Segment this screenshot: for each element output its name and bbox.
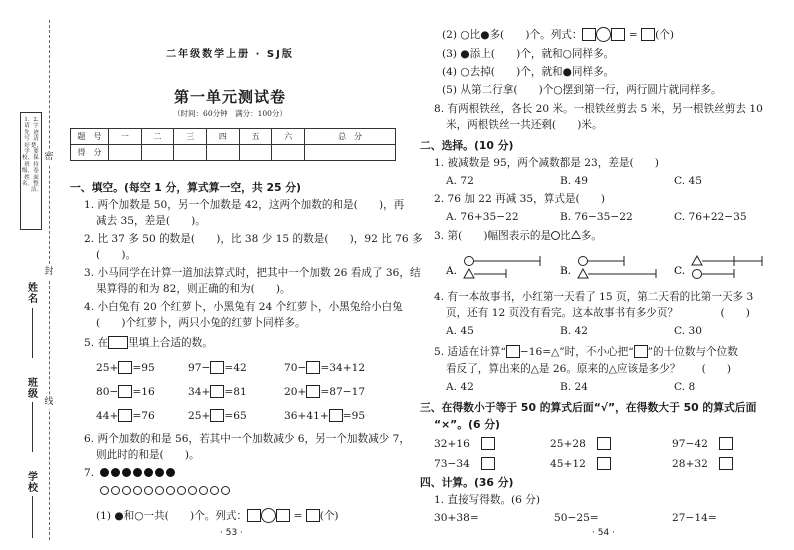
- choice-1-option-a[interactable]: A. 72: [446, 175, 474, 187]
- choice-3-text: 比: [560, 230, 571, 242]
- choice-4-option-a[interactable]: A. 45: [446, 325, 474, 337]
- score-cell[interactable]: [109, 145, 142, 161]
- operator-circle[interactable]: [261, 508, 276, 523]
- judge-expr: 45+12: [550, 458, 586, 470]
- q7-2: (2) ○比●多( )个。列式： = (个): [442, 29, 674, 41]
- q8-line-1: 8. 有两根铁丝，各长 20 米。一根铁丝剪去 5 米，另一根铁丝剪去 10: [434, 103, 763, 115]
- answer-box[interactable]: [582, 28, 596, 41]
- choice-5-text: −16=△”时，不小心把“: [519, 346, 634, 358]
- answer-box[interactable]: [118, 385, 132, 398]
- q5-row-1: [96, 361, 155, 375]
- q1-line-1: 1. 两个加数是 50，另一个加数是 42，这两个加数的和是( )，再: [84, 199, 405, 211]
- score-cell[interactable]: [239, 145, 272, 161]
- calc-item-3[interactable]: 27−14=: [672, 512, 717, 524]
- q6-line-1: 6. 两个加数的和是 56，若其中一个加数减少 6，另一个加数减少 7，: [84, 433, 410, 445]
- q5-expr: 25+: [188, 410, 211, 422]
- filled-dot: [133, 468, 142, 477]
- answer-box[interactable]: [306, 361, 320, 374]
- score-cell[interactable]: [272, 145, 305, 161]
- school-label: 学校: [28, 472, 38, 494]
- judge-item: [434, 437, 495, 451]
- judge-expr: 73−34: [434, 458, 470, 470]
- choice-2-option-c[interactable]: C. 76+22−35: [674, 211, 747, 223]
- section-1-heading: 一、填空。(每空 1 分，算式算一空，共 25 分): [70, 181, 301, 194]
- page-number: · 53 ·: [220, 528, 243, 538]
- filled-dots-row: [100, 468, 177, 481]
- choice-5-line-1: [434, 345, 738, 359]
- hollow-dot: [144, 486, 153, 495]
- q5-expr: =34+12: [320, 362, 366, 374]
- judge-box[interactable]: [597, 437, 611, 450]
- q5-row-3: [96, 409, 155, 423]
- q2-line-2: ( )。: [96, 249, 137, 261]
- choice-3-text: 多。: [580, 230, 602, 242]
- page-number: · 54 ·: [592, 528, 615, 538]
- answer-box[interactable]: [306, 385, 320, 398]
- score-header-cell: 总 分: [305, 129, 396, 145]
- q5-row-2c: [284, 385, 365, 399]
- figure-c[interactable]: [674, 256, 762, 279]
- score-header-cell: 四: [207, 129, 240, 145]
- score-header-cell: 一: [109, 129, 142, 145]
- option-c-label: C.: [674, 265, 686, 277]
- q5-expr: 80−: [96, 386, 119, 398]
- operator-circle[interactable]: [596, 27, 611, 42]
- q6-line-2: 则此时的和是( )。: [96, 449, 200, 461]
- hollow-dot: [111, 486, 120, 495]
- section-3-heading-line-1: 三、在得数小于等于 50 的算式后面“√”，在得数大于 50 的算式后面: [420, 401, 757, 414]
- hollow-dot: [166, 486, 175, 495]
- q5-expr: 70−: [284, 362, 307, 374]
- judge-box[interactable]: [719, 457, 733, 470]
- unit-text: (个): [319, 510, 339, 522]
- triangle-shape-icon: [578, 269, 588, 278]
- answer-box[interactable]: [329, 409, 343, 422]
- choice-5-text: ”的十位数与个位数: [647, 346, 738, 358]
- choice-5-option-c[interactable]: C. 8: [674, 381, 696, 393]
- notice-line-1: 1.请先写好学校、班级、姓名。: [22, 117, 34, 188]
- q5-row-3b: [188, 409, 247, 423]
- score-table: [70, 128, 396, 161]
- blank-box: [634, 345, 648, 358]
- score-cell[interactable]: [141, 145, 174, 161]
- answer-box[interactable]: [118, 409, 132, 422]
- option-b-label: B.: [560, 265, 572, 277]
- section-4-part-1: 1. 直接写得数。(6 分): [434, 494, 541, 506]
- blank-box: [506, 345, 520, 358]
- q5-expr: 36+41+: [284, 410, 329, 422]
- score-cell[interactable]: [305, 145, 396, 161]
- page-title: 第一单元测试卷: [173, 88, 286, 106]
- judge-item: [672, 457, 733, 471]
- judge-item: [550, 457, 611, 471]
- seal-line: [49, 20, 50, 540]
- choice-5-option-a[interactable]: A. 42: [446, 381, 474, 393]
- hollow-dot: [155, 486, 164, 495]
- q5-expr: 44+: [96, 410, 119, 422]
- triangle-shape-icon: [464, 269, 474, 278]
- page-53: [62, 0, 423, 550]
- score-header-cell: 三: [174, 129, 207, 145]
- answer-box[interactable]: [210, 385, 224, 398]
- choice-3: [434, 230, 602, 243]
- score-table-score-row: [71, 145, 396, 161]
- judge-box[interactable]: [719, 437, 733, 450]
- q5-expr: =42: [224, 362, 247, 374]
- q5-row-3c: [284, 409, 365, 423]
- hollow-dot: [221, 486, 230, 495]
- q4-line-2: ( )个红萝卜，两只小兔的红萝卜同样多。: [96, 317, 306, 329]
- score-header-cell: 五: [239, 129, 272, 145]
- q4-line-1: 4. 小白兔有 20 个红萝卜，小黑兔有 24 个红萝卜，小黑兔给小白兔: [84, 301, 403, 313]
- q5-expr: 97−: [188, 362, 211, 374]
- q7-5: (5) 从第二行拿( )个○摆到第一行，两行圆片就同样多。: [442, 84, 722, 96]
- q2-line-1: 2. 比 37 多 50 的数是( )，比 38 少 15 的数是( )，92 比 76 多: [84, 233, 423, 245]
- choice-2: 2. 76 加 22 再减 35，算式是( ): [434, 193, 605, 205]
- judge-item: [550, 437, 611, 451]
- hollow-dot: [133, 486, 142, 495]
- hollow-dot: [199, 486, 208, 495]
- triangle-shape-icon: [571, 230, 581, 239]
- q5-expr: =76: [132, 410, 155, 422]
- judge-expr: 25+28: [550, 438, 586, 450]
- filled-dot: [166, 468, 175, 477]
- score-header-cell: 二: [141, 129, 174, 145]
- seal-char-2: 封: [44, 267, 54, 277]
- section-2-heading: 二、选择。(10 分): [420, 139, 514, 152]
- filled-dot: [111, 468, 120, 477]
- filled-dot: [144, 468, 153, 477]
- section-4-heading: 四、计算。(36 分): [420, 476, 514, 489]
- q5-expr: 25+: [96, 362, 119, 374]
- hollow-dot: [188, 486, 197, 495]
- q5-suffix: 里填上合适的数。: [128, 337, 213, 349]
- answer-box[interactable]: [210, 409, 224, 422]
- time-score-note: （时间：60分钟 满分：100分）: [173, 109, 287, 118]
- judge-expr: 32+16: [434, 438, 470, 450]
- judge-item: [434, 457, 495, 471]
- name-label: 姓名: [28, 283, 38, 305]
- choice-2-option-a[interactable]: A. 76+35−22: [446, 211, 519, 223]
- seal-char-1: 密: [44, 152, 54, 162]
- q5-expr: 34+: [188, 386, 211, 398]
- judge-expr: 97−42: [672, 438, 708, 450]
- circle-shape-icon: [579, 257, 588, 266]
- calc-item-2[interactable]: 50−25=: [554, 512, 599, 524]
- hollow-dot: [122, 486, 131, 495]
- hollow-dot: [177, 486, 186, 495]
- q5-expr: =95: [132, 362, 155, 374]
- figure-b[interactable]: [560, 256, 656, 278]
- school-blank[interactable]: [32, 496, 33, 538]
- q7-3: (3) ●添上( )个，就和○同样多。: [442, 48, 615, 60]
- q3-line-2: 果算得的和为 82，则正确的和为( )。: [96, 283, 291, 295]
- score-cell[interactable]: [207, 145, 240, 161]
- choice-1: 1. 被减数是 95，两个减数都是 23，差是( ): [434, 157, 659, 169]
- judge-box[interactable]: [481, 437, 495, 450]
- judge-box[interactable]: [481, 457, 495, 470]
- section-3-heading-line-2: “×”。(6 分): [434, 418, 500, 431]
- q5-row-2b: [188, 385, 247, 399]
- choice-1-option-c[interactable]: C. 45: [674, 175, 702, 187]
- option-a-label: A.: [446, 265, 458, 277]
- choice-5-option-b[interactable]: B. 24: [560, 381, 588, 393]
- q5-expr: =87−17: [320, 386, 366, 398]
- judge-item: [672, 437, 733, 451]
- q7-4: (4) ○去掉( )个，就和●同样多。: [442, 66, 615, 78]
- answer-box[interactable]: [611, 28, 625, 41]
- answer-box[interactable]: [247, 509, 261, 522]
- q5-heading: [84, 336, 213, 350]
- circle-shape-icon: [551, 231, 560, 240]
- q5-expr: =95: [342, 410, 366, 422]
- choice-4-option-c[interactable]: C. 30: [674, 325, 702, 337]
- choice-5-line-2: 看反了，算出来的△是 26。原来的△应该是多少？ ( ): [446, 363, 732, 375]
- calc-item-1[interactable]: 30+38=: [434, 512, 479, 524]
- q7-1: (1) ●和○一共( )个。列式： = (个): [96, 510, 339, 522]
- answer-box[interactable]: [118, 361, 132, 374]
- q1-line-2: 减去 35，差是( )。: [96, 215, 206, 227]
- q5-row-2: [96, 385, 155, 399]
- answer-box[interactable]: [306, 509, 320, 522]
- circle-shape-icon: [693, 270, 702, 279]
- choice-4-line-2: 页，还有 12 页没有看完。这本故事书有多少页？ ( ): [446, 307, 750, 319]
- score-header-cell: 题 号: [71, 129, 109, 145]
- seal-char-3: 线: [44, 397, 54, 407]
- page-54: [420, 0, 794, 550]
- choice-5-text: 5. 适适在计算“: [434, 346, 506, 358]
- answer-box[interactable]: [641, 28, 655, 41]
- choice-2-option-b[interactable]: B. 76−35−22: [560, 211, 633, 223]
- q5-expr: =65: [224, 410, 247, 422]
- triangle-shape-icon: [692, 256, 702, 265]
- notice-box: [20, 112, 42, 230]
- q5-expr: =16: [132, 386, 155, 398]
- score-table-header-row: [71, 129, 396, 145]
- q7-label: 7.: [84, 467, 95, 479]
- class-label: 班级: [28, 378, 38, 400]
- q7-2-text: (2) ○比●多( )个。列式：: [442, 29, 583, 41]
- answer-box[interactable]: [108, 336, 128, 349]
- answer-box[interactable]: [210, 361, 224, 374]
- circle-shape-icon: [465, 257, 474, 266]
- notice-line-2: 2.字迹清楚，要保持卷面整洁。: [31, 117, 43, 194]
- q5-row-1b: [188, 361, 247, 375]
- q5-row-1c: [284, 361, 365, 375]
- score-row-label: 得 分: [71, 145, 109, 161]
- answer-box[interactable]: [276, 509, 290, 522]
- binding-strip: [0, 0, 60, 550]
- score-header-cell: 六: [272, 129, 305, 145]
- choice-4-line-1: 4. 有一本故事书，小红第一天看了 15 页，第二天看的比第一天多 3: [434, 291, 754, 303]
- judge-expr: 28+32: [672, 458, 708, 470]
- judge-box[interactable]: [597, 457, 611, 470]
- q5-expr: 20+: [284, 386, 307, 398]
- hollow-dot: [100, 486, 109, 495]
- filled-dot: [122, 468, 131, 477]
- unit-text: (个): [655, 29, 674, 41]
- choice-3-text: 3. 第( )幅图表示的是: [434, 230, 552, 242]
- name-blank[interactable]: [32, 308, 33, 358]
- q8-line-2: 米，两根铁丝一共还剩( )米。: [446, 119, 603, 131]
- figure-a[interactable]: [445, 256, 540, 278]
- q5-expr: =81: [224, 386, 247, 398]
- choice-4-option-b[interactable]: B. 42: [560, 325, 588, 337]
- choice-3-figures: [434, 248, 794, 282]
- hollow-dot: [210, 486, 219, 495]
- hollow-dots-row: [100, 486, 232, 499]
- q7-1-text: (1) ●和○一共( )个。列式：: [96, 510, 248, 522]
- q5-prefix: 5. 在: [84, 337, 109, 349]
- book-subtitle: 二年级数学上册 · SJ版: [166, 49, 294, 60]
- choice-1-option-b[interactable]: B. 49: [560, 175, 588, 187]
- filled-dot: [155, 468, 164, 477]
- class-blank[interactable]: [32, 402, 33, 452]
- q3-line-1: 3. 小马同学在计算一道加法算式时，把其中一个加数 26 看成了 36，结: [84, 267, 421, 279]
- filled-dot: [100, 468, 109, 477]
- score-cell[interactable]: [174, 145, 207, 161]
